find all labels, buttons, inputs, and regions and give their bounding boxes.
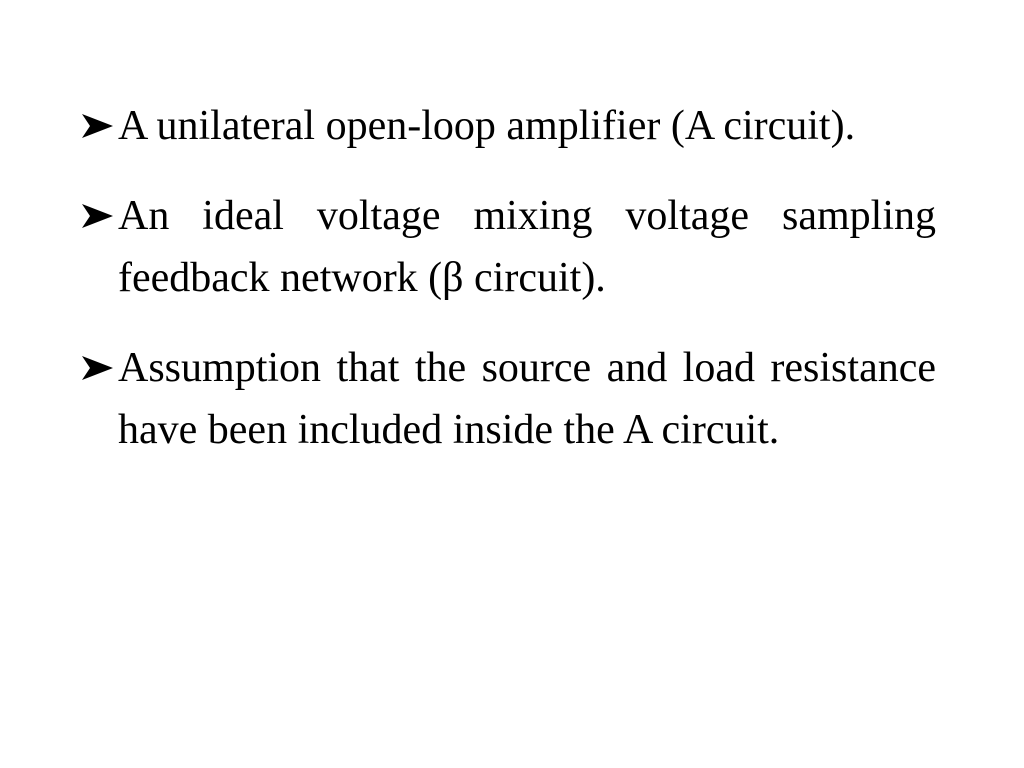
bullet-text: Assumption that the source and load resistance have been included inside the A circuit. — [118, 345, 936, 453]
bullet-list — [80, 95, 936, 461]
arrowhead-bullet-icon — [80, 203, 114, 229]
bullet-text: An ideal voltage mixing voltage sampling feedback network (β circuit). — [118, 193, 936, 301]
bullet-item — [80, 95, 936, 157]
arrowhead-bullet-icon — [80, 355, 114, 381]
bullet-item — [80, 185, 936, 309]
arrowhead-bullet-icon — [80, 113, 114, 139]
bullet-text: A unilateral open-loop amplifier (A circuit). — [118, 103, 856, 149]
bullet-item — [80, 337, 936, 461]
